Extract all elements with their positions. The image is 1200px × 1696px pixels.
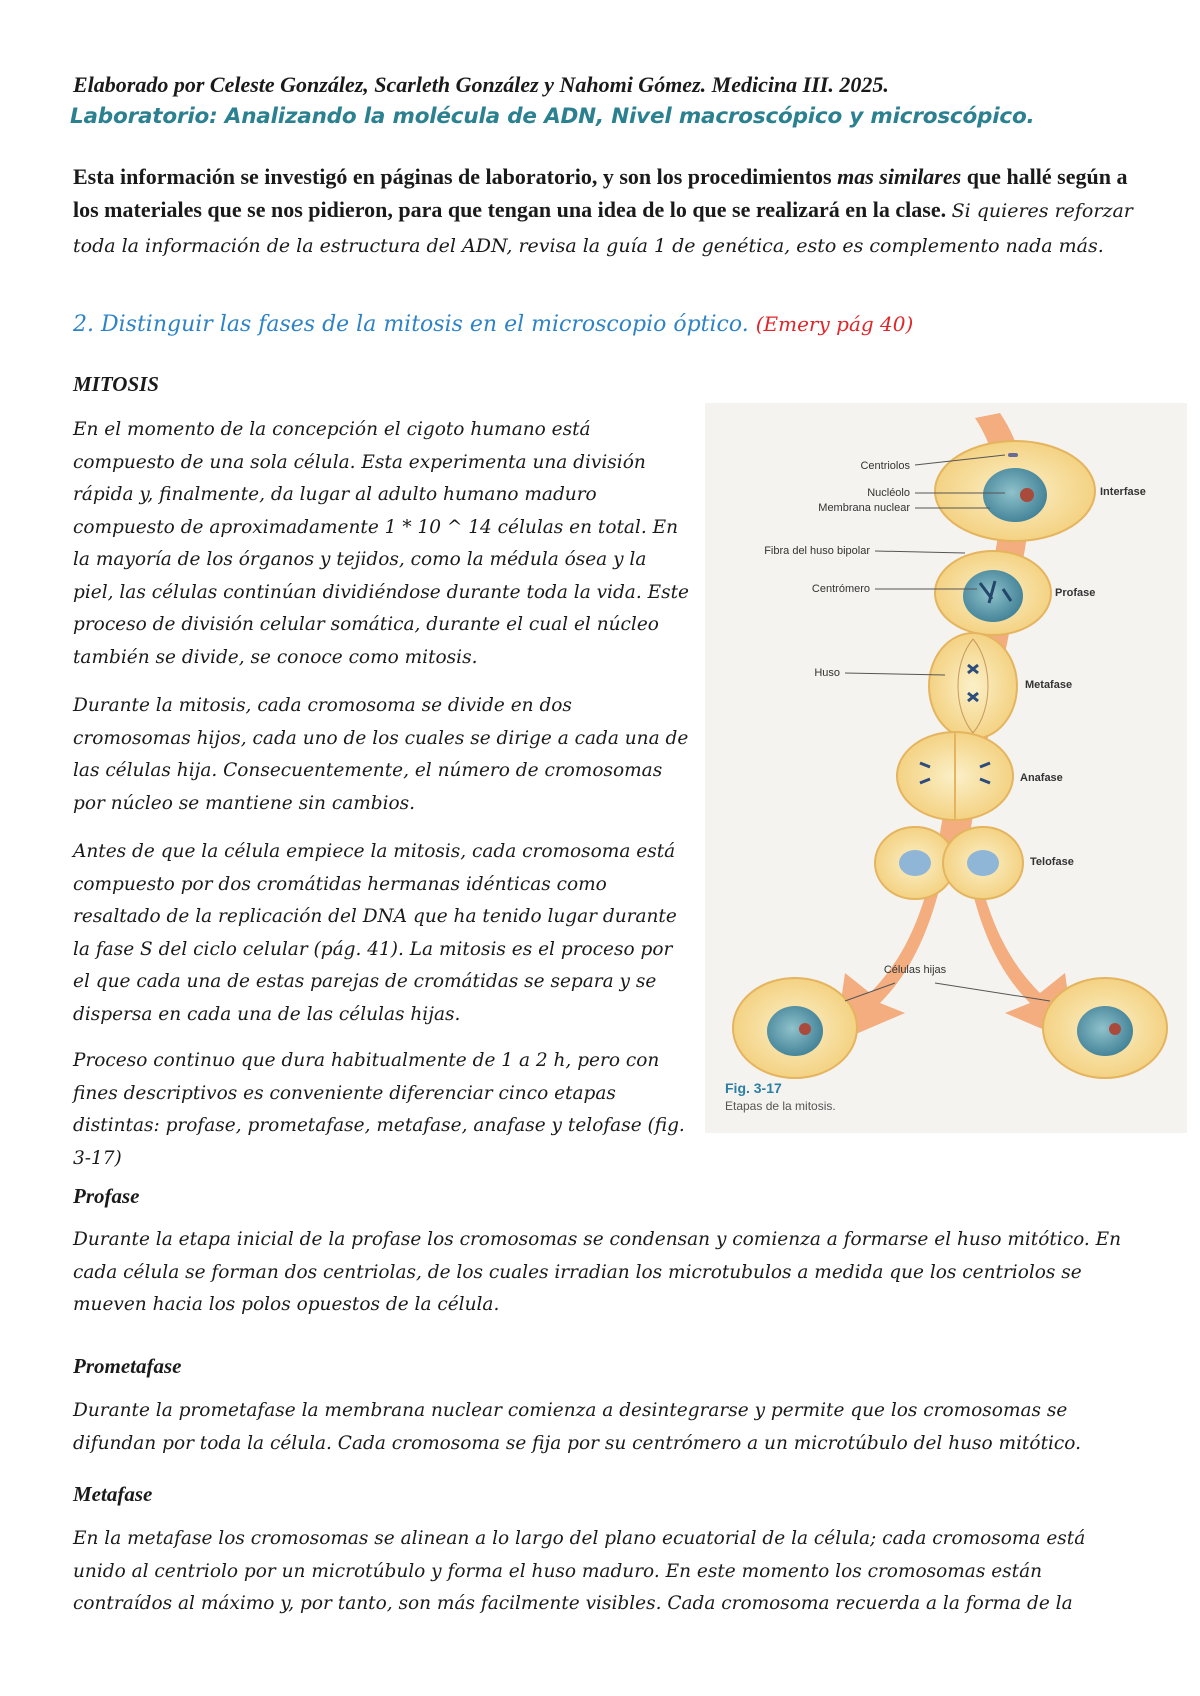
metafase-cell [929,633,1017,739]
label-huso: Huso [814,667,840,679]
mitosis-figure [705,403,1187,1133]
profase-heading: Profase [73,1184,140,1208]
mitosis-paragraph-4: Proceso continuo que dura habitualmente de 1 a 2 h, pero con fines descriptivos es conveniente diferenciar cinco etapas distintas: profase, prometafase, metafase, anafase y telofase (fig. 3-17) [73,1050,685,1169]
phase-telofase: Telofase [1030,856,1074,868]
mitosis-paragraph-2: Durante la mitosis, cada cromosoma se divide en dos cromosomas hijos, cada uno de los cuales se dirige a cada una de las células hija. Consecuentemente, el número de cromosomas por núcleo se mantiene sin cambios. [73,695,689,814]
mitosis-paragraph-1: En el momento de la concepción el cigoto humano está compuesto de una sola célula. Esta experimenta una división rápida y, finalmente, da lugar al adulto humano maduro compuesto de aproximadamente 1 * 10 ^ 14 células en total. En la mayoría de los órganos y tejidos, como la médula ósea y la piel, las células continúan dividiéndose durante toda la vida. Este proceso de división celular somática, durante el cual el núcleo también se divide, se conoce como mitosis. [73,419,689,668]
figure-caption-title: Fig. 3-17 [725,1080,782,1096]
intro-note: Si quieres reforzar toda la información de la estructura del ADN, revisa la guía 1 de genética, esto es complemento nada más. [73,200,1133,257]
intro-text-2: que hallé según a los materiales que se nos pidieron, para que tengan una idea de lo que se realizará en la clase. [73,164,1128,222]
phase-profase: Profase [1055,587,1096,599]
intro-paragraph [73,160,1133,263]
profase-cell [935,551,1051,635]
lab-title: Laboratorio: Analizando la molécula de ADN, Nivel macroscópico y microscópico. [70,104,1035,129]
label-nucleolo: Nucléolo [867,487,910,499]
phase-anafase: Anafase [1020,772,1063,784]
daughter-cell-left [733,978,857,1078]
interfase-cell [935,441,1095,541]
label-celulas-hijas: Células hijas [883,964,947,976]
intro-text-1: Esta información se investigó en páginas de laboratorio, y son los procedimientos [73,164,838,189]
profase-text: Durante la etapa inicial de la profase los cromosomas se condensan y comienza a formarse el huso mitótico. En cada célula se forman dos centriolas, de los cuales irradian los microtubulos a medida que los centriolos se mueven hacia los polos opuestos de la célula. [73,1229,1122,1315]
metafase-heading: Metafase [73,1482,153,1506]
author-line: Elaborado por Celeste González, Scarleth González y Nahomi Gómez. Medicina III. 2025. [73,72,889,97]
figure-caption-text: Etapas de la mitosis. [725,1099,836,1113]
label-fibra: Fibra del huso bipolar [764,545,870,557]
phase-metafase: Metafase [1025,679,1073,691]
anafase-cell [897,732,1013,820]
prometafase-heading: Prometafase [73,1354,182,1378]
mitosis-diagram [705,403,1187,1133]
label-centriolos: Centriolos [860,460,910,472]
phase-interfase: Interfase [1100,486,1146,498]
intro-emphasis: mas similares [837,164,962,189]
section-title [73,312,1133,337]
label-centromero: Centrómero [811,583,870,595]
label-membrana: Membrana nuclear [818,502,910,514]
section-title-text: 2. Distinguir las fases de la mitosis en el microscopio óptico. [73,312,749,337]
mitosis-paragraph-3: Antes de que la célula empiece la mitosis, cada cromosoma está compuesto por dos cromátidas hermanas idénticas como resaltado de la replicación del DNA que ha tenido lugar durante la fase S del ciclo celular (pág. 41). La mitosis es el proceso por el que cada una de estas parejas de cromátidas se separa y se dispersa en cada una de las células hijas. [73,841,677,1025]
section-reference: (Emery pág 40) [755,312,914,336]
daughter-cell-right [1043,978,1167,1078]
mitosis-heading: MITOSIS [73,372,159,396]
metafase-text: En la metafase los cromosomas se alinean a lo largo del plano ecuatorial de la célula; cada cromosoma está unido al centriolo por un microtúbulo y forma el huso maduro. En este momento los cromosomas están contraídos al máximo y, por tanto, son más facilmente visibles. Cada cromosoma recuerda a la forma de la [73,1528,1086,1614]
prometafase-text: Durante la prometafase la membrana nuclear comienza a desintegrarse y permite que los cromosomas se difundan por toda la célula. Cada cromosoma se fija por su centrómero a un microtúbulo del huso mitótico. [73,1400,1081,1454]
